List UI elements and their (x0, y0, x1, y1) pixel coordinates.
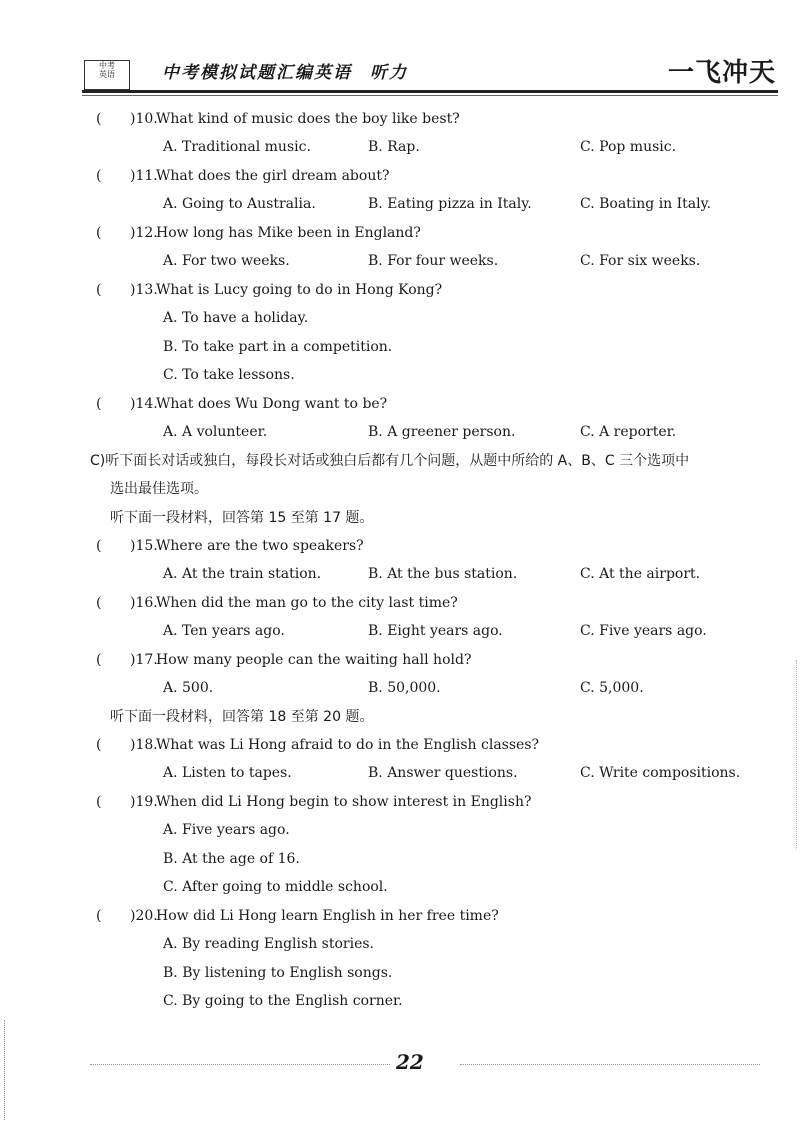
option-c: C. At the airport. (580, 566, 701, 582)
question-row (0, 163, 800, 189)
question-number: )19. (130, 794, 158, 810)
page-number: 22 (396, 1050, 424, 1074)
option-c: C. 5,000. (580, 680, 644, 696)
passage-intro: 听下面一段材料，回答第 18 至第 20 题。 (110, 709, 374, 725)
options-row (0, 846, 800, 872)
option-c: C. To take lessons. (163, 367, 295, 383)
option-a: A. Going to Australia. (163, 196, 316, 212)
answer-paren[interactable]: ( (96, 111, 102, 127)
answer-paren[interactable]: ( (96, 225, 102, 241)
question-text: What was Li Hong afraid to do in the English classes? (156, 737, 540, 753)
logo-line-1: 中考 (99, 61, 115, 70)
options-row (0, 191, 800, 217)
question-number: )10. (130, 111, 158, 127)
option-b: B. Eight years ago. (368, 623, 503, 639)
option-c: C. After going to middle school. (163, 879, 388, 895)
question-row (0, 903, 800, 929)
answer-paren[interactable]: ( (96, 168, 102, 184)
option-b: B. At the bus station. (368, 566, 518, 582)
option-a: A. A volunteer. (163, 424, 268, 440)
publisher-logo (84, 60, 130, 90)
question-row (0, 789, 800, 815)
option-a: A. Traditional music. (163, 139, 311, 155)
question-row (0, 533, 800, 559)
passage-intro: 听下面一段材料，回答第 15 至第 17 题。 (110, 510, 374, 526)
option-c: C. Five years ago. (580, 623, 707, 639)
option-b: B. A greener person. (368, 424, 516, 440)
footer-rule-left (90, 1064, 390, 1065)
options-row (0, 419, 800, 445)
section-subtitle: 听力 (370, 63, 408, 83)
answer-paren[interactable]: ( (96, 538, 102, 554)
page-header (0, 0, 800, 100)
binding-margin-line (4, 1020, 5, 1120)
question-row (0, 277, 800, 303)
question-text: How did Li Hong learn English in her free time? (156, 908, 499, 924)
header-rule-thin (82, 95, 778, 96)
options-row (0, 362, 800, 388)
section-instructions: C)听下面长对话或独白，每段长对话或独白后都有几个问题，从题中所给的 A、B、C 三个选项中 (90, 453, 690, 469)
options-row (0, 675, 800, 701)
options-row (0, 248, 800, 274)
options-row (0, 334, 800, 360)
answer-paren[interactable]: ( (96, 737, 102, 753)
options-row (0, 960, 800, 986)
option-b: B. Eating pizza in Italy. (368, 196, 532, 212)
answer-paren[interactable]: ( (96, 282, 102, 298)
question-number: )16. (130, 595, 158, 611)
option-a: A. Listen to tapes. (163, 765, 292, 781)
header-title (162, 58, 408, 83)
answer-paren[interactable]: ( (96, 652, 102, 668)
option-b: B. To take part in a competition. (163, 339, 393, 355)
option-c: C. Write compositions. (580, 765, 741, 781)
options-row (0, 931, 800, 957)
question-text: What does the girl dream about? (156, 168, 390, 184)
options-row (0, 305, 800, 331)
options-row (0, 618, 800, 644)
question-text: What is Lucy going to do in Hong Kong? (156, 282, 443, 298)
answer-paren[interactable]: ( (96, 396, 102, 412)
question-number: )13. (130, 282, 158, 298)
option-b: B. At the age of 16. (163, 851, 300, 867)
question-text: How many people can the waiting hall hold? (156, 652, 472, 668)
option-a: A. By reading English stories. (163, 936, 374, 952)
answer-paren[interactable]: ( (96, 908, 102, 924)
option-a: A. For two weeks. (163, 253, 290, 269)
option-c: C. A reporter. (580, 424, 677, 440)
page-footer (0, 1050, 800, 1090)
edge-margin-line (796, 660, 797, 850)
question-text: When did Li Hong begin to show interest in English? (156, 794, 532, 810)
question-number: )14. (130, 396, 158, 412)
question-row (0, 220, 800, 246)
question-text: Where are the two speakers? (156, 538, 364, 554)
brand-name: 一飞冲天 (667, 58, 776, 88)
question-text: What kind of music does the boy like best? (156, 111, 460, 127)
question-number: )17. (130, 652, 158, 668)
option-a: A. 500. (163, 680, 214, 696)
question-number: )11. (130, 168, 158, 184)
option-a: A. Ten years ago. (163, 623, 285, 639)
question-text: How long has Mike been in England? (156, 225, 421, 241)
options-row (0, 988, 800, 1014)
options-row (0, 817, 800, 843)
option-b: B. Answer questions. (368, 765, 518, 781)
book-title: 中考模拟试题汇编英语 (162, 63, 352, 83)
option-b: B. 50,000. (368, 680, 441, 696)
option-b: B. Rap. (368, 139, 420, 155)
header-rule (82, 90, 778, 93)
question-row (0, 647, 800, 673)
option-a: A. Five years ago. (163, 822, 290, 838)
option-b: B. By listening to English songs. (163, 965, 393, 981)
option-c: C. Pop music. (580, 139, 677, 155)
question-row (0, 106, 800, 132)
question-number: )12. (130, 225, 158, 241)
options-row (0, 561, 800, 587)
section-instructions-cont: 选出最佳选项。 (110, 481, 208, 497)
option-c: C. Boating in Italy. (580, 196, 712, 212)
answer-paren[interactable]: ( (96, 595, 102, 611)
question-number: )20. (130, 908, 158, 924)
answer-paren[interactable]: ( (96, 794, 102, 810)
question-text: What does Wu Dong want to be? (156, 396, 388, 412)
options-row (0, 760, 800, 786)
footer-rule-right (460, 1064, 760, 1065)
question-row (0, 732, 800, 758)
option-b: B. For four weeks. (368, 253, 499, 269)
options-row (0, 874, 800, 900)
question-number: )15. (130, 538, 158, 554)
question-text: When did the man go to the city last time? (156, 595, 458, 611)
option-c: C. For six weeks. (580, 253, 701, 269)
options-row (0, 134, 800, 160)
question-row (0, 391, 800, 417)
option-a: A. To have a holiday. (163, 310, 309, 326)
option-a: A. At the train station. (163, 566, 322, 582)
option-c: C. By going to the English corner. (163, 993, 403, 1009)
logo-line-2: 英语 (99, 70, 115, 79)
question-row (0, 590, 800, 616)
question-number: )18. (130, 737, 158, 753)
